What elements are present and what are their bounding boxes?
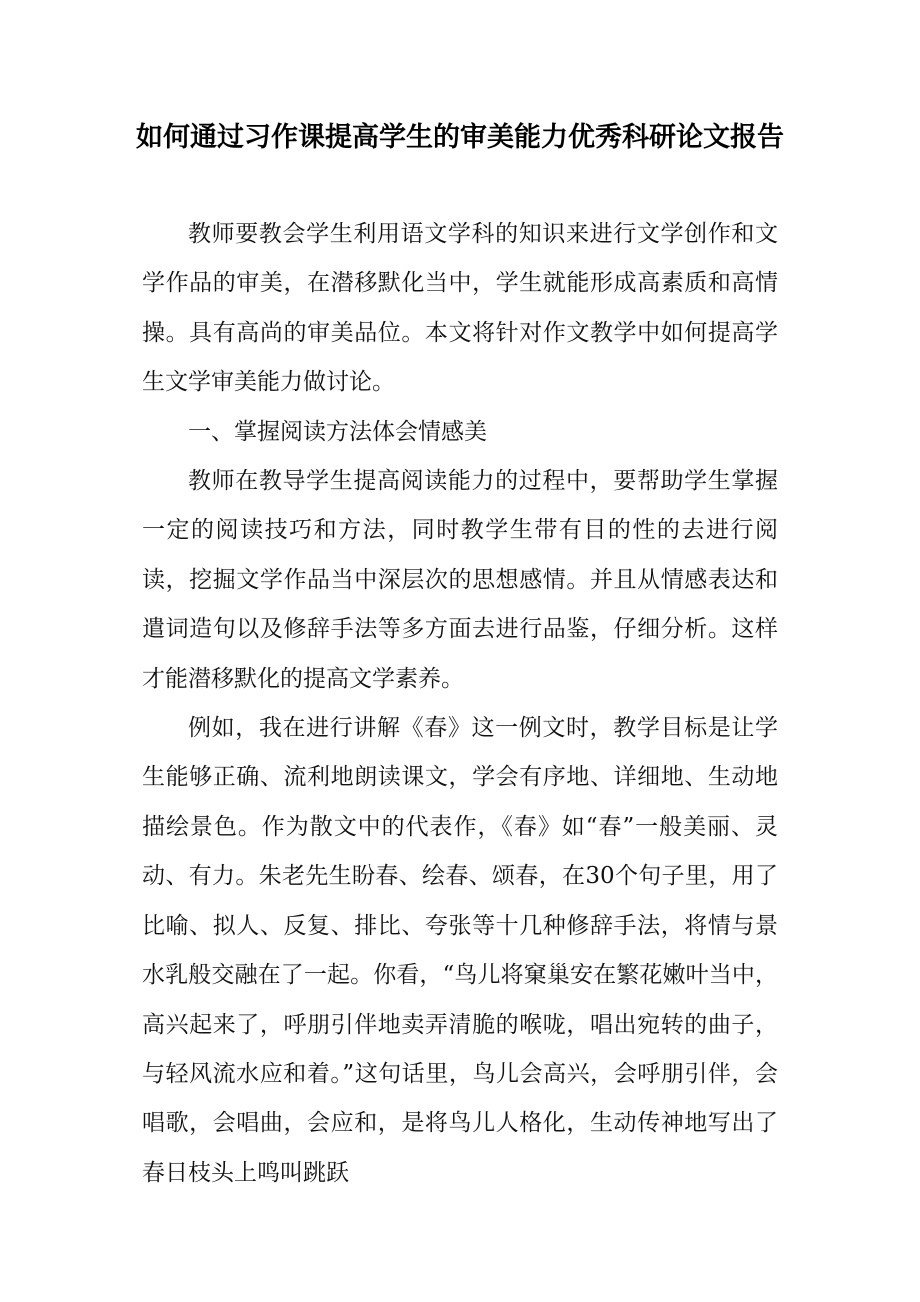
document-title: 如何通过习作课提高学生的审美能力优秀科研论文报告: [136, 122, 784, 153]
paragraph-reading-method: 教师在教导学生提高阅读能力的过程中，要帮助学生掌握一定的阅读技巧和方法，同时教学生带有目的性的去进行阅读，挖掘文学作品当中深层次的思想感情。并且从情感表达和遣词造句以及修辞手法等多方面去进行品鉴，仔细分析。这样才能潜移默化的提高文学素养。: [142, 468, 778, 692]
paragraph-example-spring: 例如，我在进行讲解《春》这一例文时，教学目标是让学生能够正确、流利地朗读课文，学会有序地、详细地、生动地描绘景色。作为散文中的代表作，《春》如“春”一般美丽、灵动、有力。朱老先生盼春、绘春、颂春，在30个句子里，用了比喻、拟人、反复、排比、夸张等十几种修辞手法，将情与景水乳般交融在了一起。你看，“鸟儿将窠巢安在繁花嫩叶当中，高兴起来了，呼朋引伴地卖弄清脆的喉咙，唱出宛转的曲子，与轻风流水应和着。”这句话里，鸟儿会高兴，会呼朋引伴，会唱歌，会唱曲，会应和，是将鸟儿人格化，生动传神地写出了春日枝头上鸣叫跳跃: [142, 715, 778, 1186]
paragraph-intro: 教师要教会学生利用语文学科的知识来进行文学创作和文学作品的审美，在潜移默化当中，学生就能形成高素质和高情操。具有高尚的审美品位。本文将针对作文教学中如何提高学生文学审美能力做讨论。: [142, 221, 778, 396]
section-heading-1: 一、掌握阅读方法体会情感美: [188, 418, 487, 445]
document-body: [142, 210, 778, 1198]
